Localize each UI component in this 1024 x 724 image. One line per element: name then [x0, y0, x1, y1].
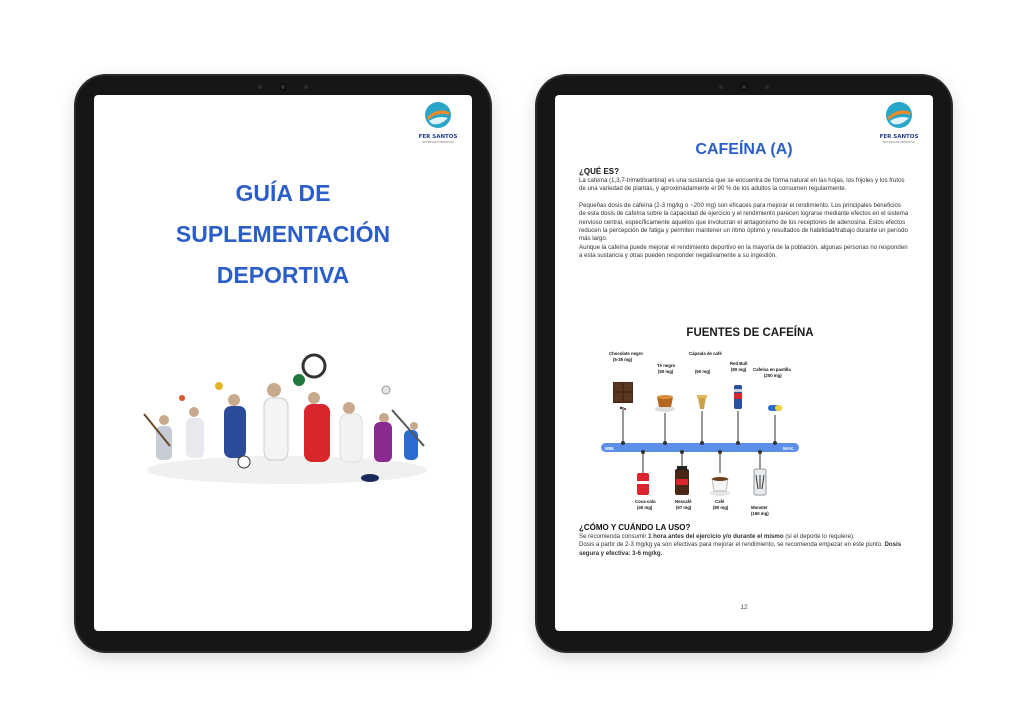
source-label: Coca-cola [635, 499, 656, 504]
source-amount: (50 mg) [658, 369, 674, 374]
front-camera [740, 83, 748, 91]
logo-emblem-icon [885, 101, 913, 129]
source-label: Chocolate negro [609, 351, 643, 356]
source-amount: (80 mg) [731, 367, 747, 372]
brand-name: FER SANTOS [418, 134, 458, 140]
brand-logo [414, 101, 462, 144]
source-amount: (200 mg) [764, 373, 782, 378]
sensor-dot [719, 85, 723, 89]
tablet-left [76, 76, 490, 651]
caffeine-sources-infographic [575, 327, 925, 522]
front-camera [279, 83, 287, 91]
caffeine-pill-icon [768, 405, 782, 411]
paragraph [579, 541, 909, 558]
black-tea-icon [655, 395, 675, 412]
tablet-right [537, 76, 951, 651]
paragraph [579, 533, 909, 541]
source-amount: (80 mg) [713, 505, 729, 510]
paragraph-spacer [579, 194, 909, 202]
brand-logo [875, 101, 923, 144]
cover-title-line: SUPLEMENTACIÓN [175, 221, 391, 247]
page-number: 12 [740, 604, 748, 611]
source-amount: (160 mg) [751, 511, 769, 516]
source-label: Té negro [657, 363, 676, 368]
axis-min-label: MIN. [605, 446, 615, 451]
section-how-when [579, 523, 909, 558]
source-amount: (57 mg) [676, 505, 692, 510]
cover-title-line: GUÍA DE [235, 180, 331, 206]
text-run: Dosis a partir de 2-3 mg/kg ya son efectivas para mejorar el rendimiento, se recomienda empezar en este punto. [579, 541, 885, 549]
section-heading: ¿CÓMO Y CUÁNDO LA USO? [579, 523, 691, 532]
section-heading: ¿QUÉ ES? [579, 167, 620, 176]
paragraph: Aunque la cafeína puede mejorar el rendimiento deportivo en la mayoría de la población, algunas personas no responden a esta sustancia y otras pueden responder negativamente a su ingestión. [579, 243, 908, 260]
source-label: Cápsula de café [689, 351, 722, 356]
sensor-dot [258, 85, 262, 89]
coca-cola-icon [637, 473, 649, 495]
source-label: Nescafé [675, 499, 692, 504]
text-run-bold: Dosis segura y efectiva: 3-6 mg/kg. [579, 541, 902, 557]
coffee-cup-icon [710, 477, 730, 496]
red-bull-icon [734, 385, 742, 409]
source-label: Monster [751, 505, 768, 510]
source-label: Cafeína en pastilla [753, 367, 791, 372]
sports-collage-image [124, 350, 450, 500]
source-label: Red Bull [730, 361, 748, 366]
source-label: Café [715, 499, 725, 504]
brand-subtitle: NUTRICIÓN DEPORTIVA [882, 140, 916, 144]
section-what-is [579, 167, 909, 261]
text-run: Se recomienda consumir [579, 533, 649, 540]
source-amount: (40 mg) [637, 505, 653, 510]
logo-emblem-icon [424, 101, 452, 129]
caffeine-timeline [575, 345, 925, 525]
source-amount: (60 mg) [695, 369, 711, 374]
paragraph: Pequeñas dosis de cafeína (2-3 mg/kg o ~200 mg) son eficaces para mejorar el rendimiento. Los principales beneficios de esta dosis de cafeína sobre la capacidad de ejercicio y el rendimiento parecen lograrse mediante efectos en el sistema nervioso central, específicamente aquellos que involucran el antagonismo de los receptores de adenosina. Estos efectos reducen la percepción de fatiga y permiten mantener un ritmo óptimo y resultados de habilidad/trabajo durante un período más largo. [579, 201, 909, 243]
source-amount: (5-35 mg) [613, 357, 633, 362]
timeline-bar [601, 443, 799, 452]
brand-name: FER SANTOS [879, 134, 919, 140]
sensor-dot [304, 85, 308, 89]
sensor-dot [765, 85, 769, 89]
content-page [555, 95, 933, 631]
page-title: CAFEÍNA (A) [695, 141, 793, 158]
cover-title-line: DEPORTIVA [216, 262, 350, 288]
paragraph: La cafeína (1,3,7-trimetilxantina) es una sustancia que se encuentra de forma natural en las hojas, los frijoles y los frutos de una variedad de plantas, y aproximadamente el 90 % de los adultos la consumen regularmente. [579, 177, 905, 193]
axis-max-label: MAX. [783, 446, 795, 451]
cover-page [94, 95, 472, 631]
text-run-bold: 1 hora antes del ejercicio y/o durante el mismo [648, 533, 784, 540]
infographic-title: FUENTES DE CAFEÍNA [686, 327, 814, 339]
coffee-capsule-icon [697, 395, 707, 409]
text-run: (si el deporte lo requiere). [783, 533, 855, 540]
nescafe-icon [675, 466, 689, 495]
cover-title [94, 173, 472, 296]
dark-chocolate-icon [613, 382, 633, 410]
brand-subtitle: NUTRICIÓN DEPORTIVA [421, 140, 455, 144]
monster-icon [754, 469, 766, 495]
